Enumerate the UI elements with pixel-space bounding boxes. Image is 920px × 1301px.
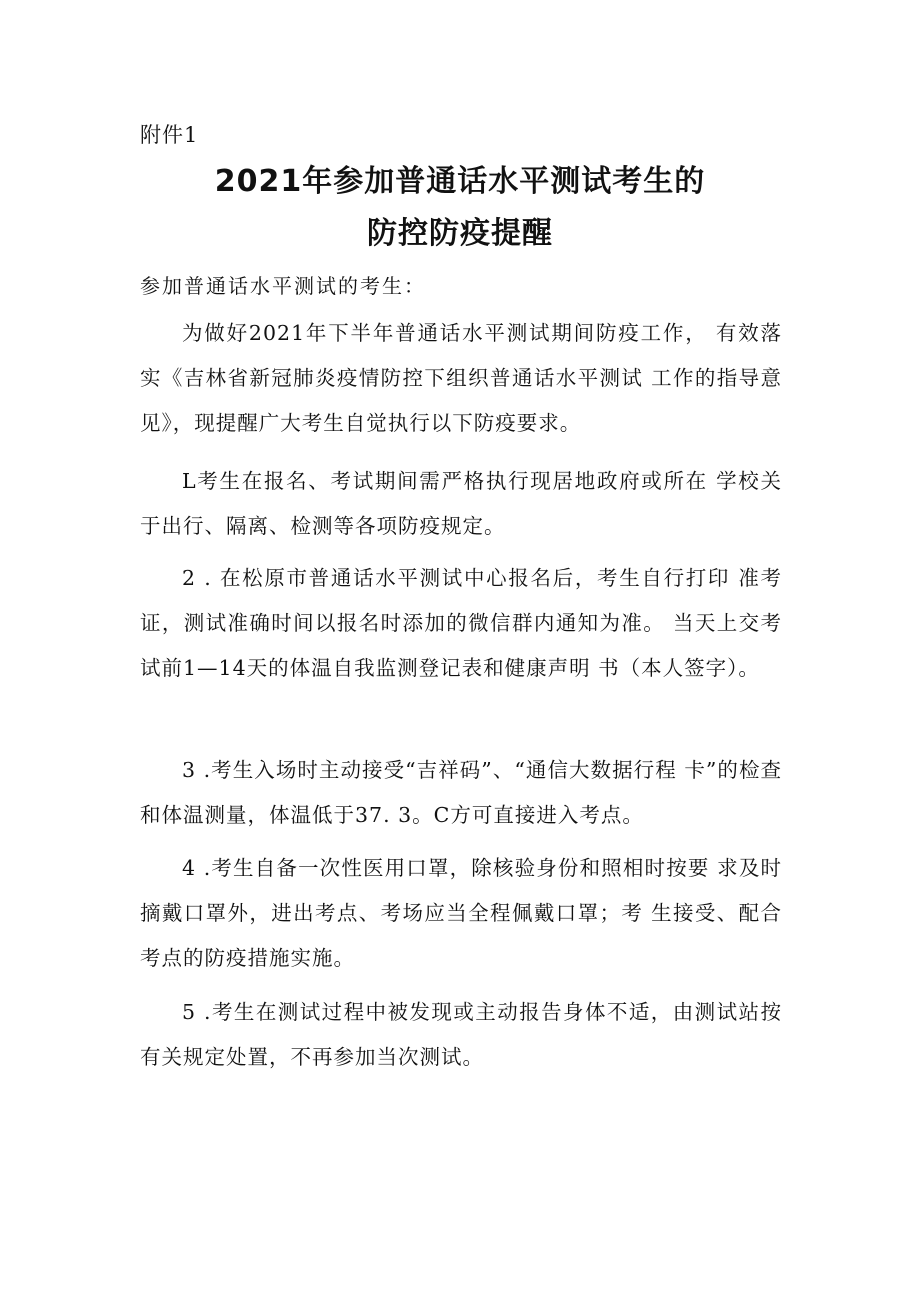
document-title-line-1: 2021年参加普通话水平测试考生的 — [214, 164, 706, 199]
requirement-4-paragraph: 4 .考生自备一次性医用口罩，除核验身份和照相时按要 求及时摘戴口罩外，进出考点、考场应当全程佩戴口罩；考 生接受、配合考点的防疫措施实施。 — [140, 856, 782, 970]
requirement-3-paragraph: 3 .考生入场时主动接受“吉祥码”、“通信大数据行程 卡”的检查和体温测量，体温低于37. 3。C方可直接进入考点。 — [140, 758, 782, 827]
attachment-label: 附件1 — [140, 123, 199, 147]
document-title-line-2: 防控防疫提醒 — [367, 216, 553, 251]
intro-paragraph: 为做好2021年下半年普通话水平测试期间防疫工作， 有效落实《吉林省新冠肺炎疫情防控下组织普通话水平测试 工作的指导意见》，现提醒广大考生自觉执行以下防疫要求。 — [140, 321, 782, 435]
requirement-1-paragraph: L考生在报名、考试期间需严格执行现居地政府或所在 学校关于出行、隔离、检测等各项防疫规定。 — [140, 469, 782, 538]
requirement-2-paragraph: 2 . 在松原市普通话水平测试中心报名后，考生自行打印 准考证，测试准确时间以报名时添加的微信群内通知为准。 当天上交考试前1—14天的体温自我监测登记表和健康声明 书（本人签字）。 — [140, 566, 782, 680]
requirement-5-paragraph: 5 .考生在测试过程中被发现或主动报告身体不适，由测试站按有关规定处置，不再参加当次测试。 — [140, 1000, 782, 1069]
salutation: 参加普通话水平测试的考生： — [140, 274, 426, 298]
